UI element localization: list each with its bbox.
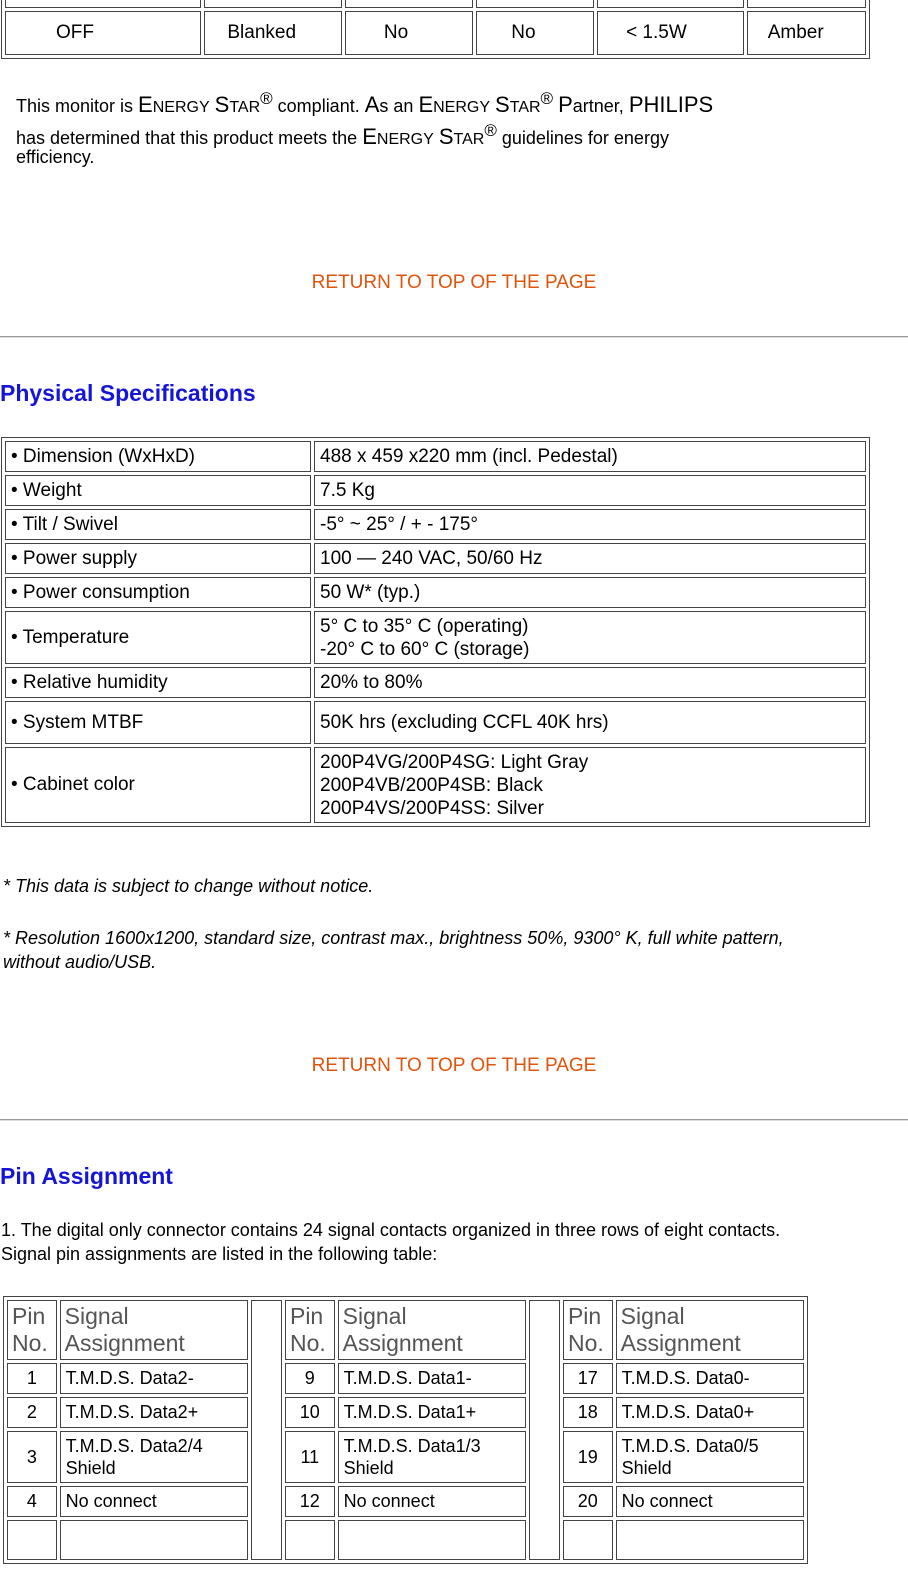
energy-star-statement: This monitor is ENERGY STAR® compliant. As an ENERGY STAR® Partner, PHILIPS has determined that this product meets the ENERGY STAR® guidelines for energy efficiency. [16, 89, 714, 167]
table-row: • Tilt / Swivel -5° ~ 25° / + - 175° [5, 509, 866, 540]
table-row: 3 T.M.D.S. Data2/4 Shield 11 T.M.D.S. Data1/3 Shield 19 T.M.D.S. Data0/5 Shield [7, 1431, 804, 1483]
table-row: 1 T.M.D.S. Data2- 9 T.M.D.S. Data1- 17 T.M.D.S. Data0- [7, 1363, 804, 1394]
table-row: • Relative humidity 20% to 80% [5, 667, 866, 698]
table-row: • Weight 7.5 Kg [5, 475, 866, 506]
table-row: • Power supply 100 — 240 VAC, 50/60 Hz [5, 543, 866, 574]
table-row: OFF Blanked No No < 1.5W Amber [5, 11, 866, 55]
physical-specifications-table [1, 437, 870, 827]
table-row: 4 No connect 12 No connect 20 No connect [7, 1486, 804, 1517]
power-management-table [1, 0, 870, 59]
pin-assignment-table [3, 1296, 808, 1564]
return-to-top-link[interactable]: RETURN TO TOP OF THE PAGE [311, 1055, 597, 1076]
divider [0, 336, 908, 338]
pin-intro: 1. The digital only connector contains 24 signal contacts organized in three rows of eight contacts. Signal pin assignments are listed in the following table: [1, 1220, 781, 1264]
table-row: • System MTBF 50K hrs (excluding CCFL 40K hrs) [5, 701, 866, 744]
philips-brand: PHILIPS [628, 92, 714, 117]
table-row: • Cabinet color 200P4VG/200P4SG: Light Gray 200P4VB/200P4SB: Black 200P4VS/200P4SS: Silver [5, 747, 866, 823]
footnote: * This data is subject to change without notice. [3, 876, 374, 896]
footnote: * Resolution 1600x1200, standard size, contrast max., brightness 50%, 9300° K, full white pattern, without audio/USB. [3, 928, 784, 972]
table-row: • Dimension (WxHxD) 488 x 459 x220 mm (incl. Pedestal) [5, 441, 866, 472]
divider [0, 1119, 908, 1121]
table-header-row: Pin No. Signal Assignment Pin No. Signal Assignment Pin No. Signal Assignment [7, 1300, 804, 1360]
table-row: 2 T.M.D.S. Data2+ 10 T.M.D.S. Data1+ 18 T.M.D.S. Data0+ [7, 1397, 804, 1428]
table-row [7, 1520, 804, 1560]
return-to-top-link[interactable]: RETURN TO TOP OF THE PAGE [311, 272, 597, 293]
physical-specifications-heading: Physical Specifications [0, 380, 256, 406]
table-row: • Temperature 5° C to 35° C (operating) -20° C to 60° C (storage) [5, 611, 866, 664]
pin-assignment-heading: Pin Assignment [0, 1163, 173, 1189]
table-row: • Power consumption 50 W* (typ.) [5, 577, 866, 608]
